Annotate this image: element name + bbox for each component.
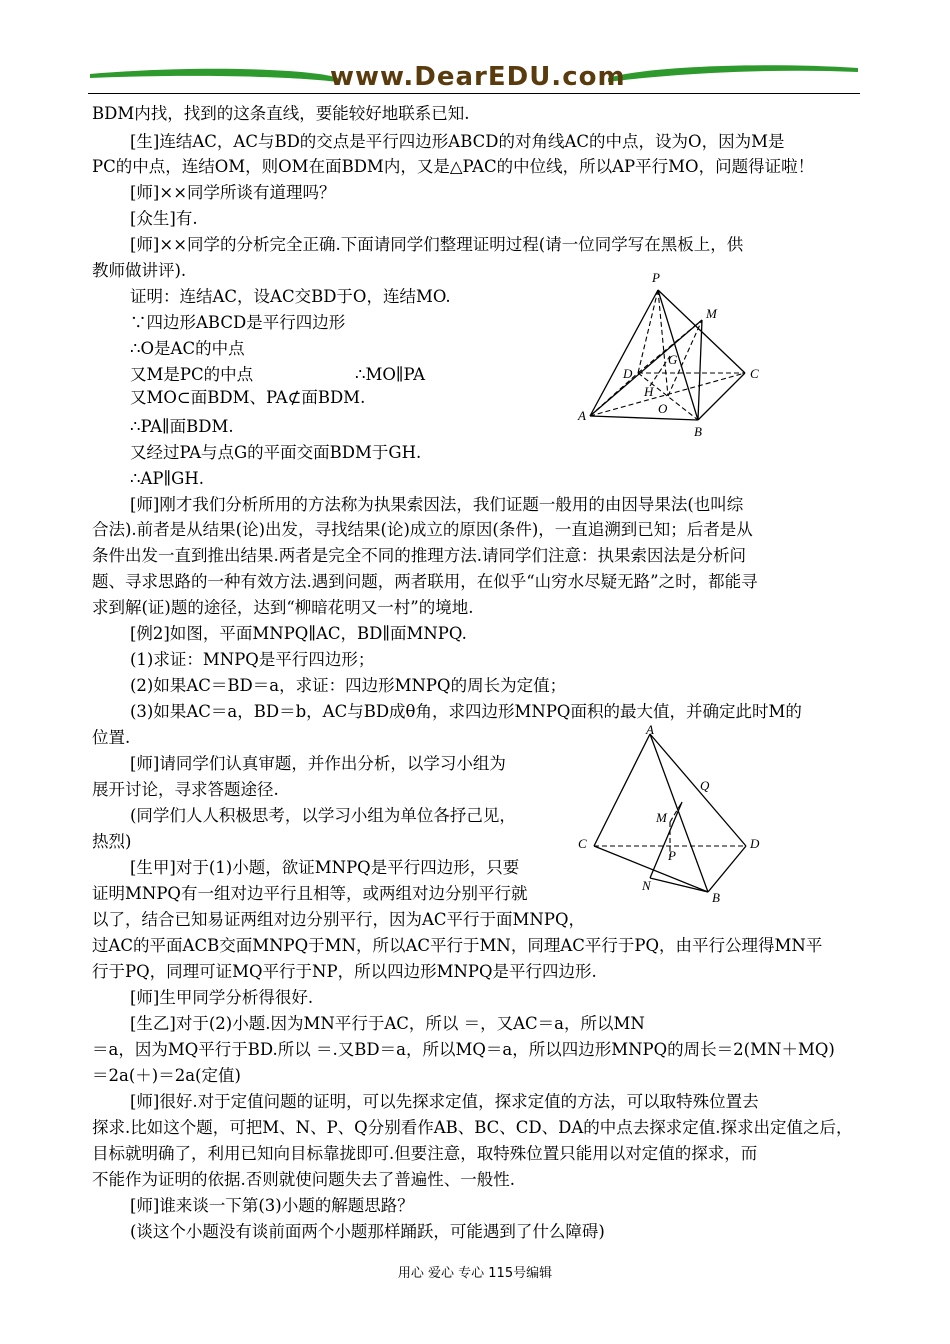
label-D: D (750, 836, 760, 851)
text-line: ＝2a(＋)＝2a(定值) (92, 1066, 241, 1085)
text-line: [师]请同学们认真审题，并作出分析，以学习小组为 (130, 754, 506, 773)
text-line: ∴O是AC的中点 (130, 339, 245, 358)
site-brand: www.DearEDU.com (330, 62, 626, 92)
text-line: 目标就明确了，利用已知向目标靠拢即可.但要注意，取特殊位置只能用以对定值的探求，而 (92, 1144, 758, 1163)
text-line: [师]刚才我们分析所用的方法称为执果索因法，我们证题一般用的由因导果法(也叫综 (130, 495, 744, 514)
text-line: 求到解(证)题的途径，达到“柳暗花明又一村”的境地. (92, 598, 474, 617)
label-A: A (578, 408, 586, 423)
text-line: (同学们人人积极思考，以学习小组为单位各抒己见， (130, 806, 516, 825)
text-line: [生甲]对于(1)小题，欲证MNPQ是平行四边形，只要 (130, 858, 520, 877)
label-A: A (646, 722, 654, 737)
text-line: 条件出发一直到推出结果.两者是完全不同的推理方法.请同学们注意：执果索因法是分析问 (92, 546, 746, 565)
text-line: (谈这个小题没有谈前面两个小题那样踊跃，可能遇到了什么障碍) (130, 1222, 605, 1241)
text-line: 不能作为证明的依据.否则就使问题失去了普遍性、一般性. (92, 1170, 515, 1189)
text-line: 证明MNPQ有一组对边平行且相等，或两组对边分别平行就 (92, 884, 528, 903)
text-line: [例2]如图，平面MNPQ∥AC，BD∥面MNPQ. (130, 624, 467, 643)
text-line: [师]××同学所谈有道理吗？ (130, 183, 336, 202)
text-line: 探求.比如这个题，可把M、N、P、Q分别看作AB、BC、CD、DA的中点去探求定值.探求出定值之后， (92, 1118, 853, 1137)
label-C: C (750, 366, 759, 381)
text-line: ＝a，因为MQ平行于BD.所以 ＝.又BD＝a，所以MQ＝a，所以四边形MNPQ的周长＝2(MN＋MQ) (92, 1040, 835, 1059)
text-line: 合法).前者是从结果(论)出发，寻找结果(论)成立的原因(条件)，一直追溯到已知；后者是从 (92, 520, 753, 539)
pyramid-figure (570, 268, 770, 443)
text-line: 又M是PC的中点 (130, 365, 254, 384)
text-line: 题、寻求思路的一种有效方法.遇到问题，两者联用，在似乎“山穷水尽疑无路”之时，都能寻 (92, 572, 758, 591)
text-line: 行于PQ，同理可证MQ平行于NP，所以四边形MNPQ是平行四边形. (92, 962, 597, 981)
text-line: (3)如果AC＝a，BD＝b，AC与BD成θ角，求四边形MNPQ面积的最大值，并确定此时M的 (130, 702, 802, 721)
text-line: BDM内找，找到的这条直线，要能较好地联系已知. (92, 104, 470, 123)
text-line: [生]连结AC，AC与BD的交点是平行四边形ABCD的对角线AC的中点，设为O，因为M是 (130, 132, 785, 151)
label-Q: Q (700, 778, 710, 793)
text-line: 展开讨论，寻求答题途径. (92, 780, 279, 799)
text-line: 过AC的平面ACB交面MNPQ于MN，所以AC平行于MN，同理AC平行于PQ，由平行公理得MN平 (92, 936, 823, 955)
text-line: PC的中点，连结OM，则OM在面BDM内，又是△PAC的中位线，所以AP平行MO，问题得证啦！ (92, 157, 815, 176)
text-line: ∴PA∥面BDM. (130, 417, 234, 436)
label-O: O (658, 401, 668, 416)
text-line: [师]生甲同学分析得很好. (130, 988, 314, 1007)
label-P: P (652, 270, 660, 285)
text-line: 以了，结合已知易证两组对边分别平行，因为AC平行于面MNPQ， (92, 910, 586, 929)
text-line: (1)求证：MNPQ是平行四边形； (130, 650, 375, 669)
label-H: H (644, 384, 654, 399)
text-line: ∴MO∥PA (355, 365, 426, 384)
text-line: [师]××同学的分析完全正确.下面请同学们整理证明过程(请一位同学写在黑板上，供 (130, 235, 744, 254)
text-line: [师]谁来谈一下第(3)小题的解题思路？ (130, 1196, 414, 1215)
label-B: B (712, 890, 720, 905)
label-G: G (668, 352, 678, 367)
text-line: 教师做讲评). (92, 261, 187, 280)
text-line: ∴AP∥GH. (130, 469, 204, 488)
label-M: M (656, 810, 667, 825)
label-M: M (706, 306, 717, 321)
text-line: [生乙]对于(2)小题.因为MN平行于AC，所以 ＝，又AC＝a，所以MN (130, 1014, 645, 1033)
text-line: ∵四边形ABCD是平行四边形 (130, 313, 346, 332)
header-rule (88, 93, 860, 94)
text-line: 又经过PA与点G的平面交面BDM于GH. (130, 443, 422, 462)
tetrahedron-figure (570, 722, 780, 912)
label-D: D (623, 366, 633, 381)
text-line: 证明：连结AC，设AC交BD于O，连结MO. (130, 287, 451, 306)
label-P: P (668, 848, 676, 863)
text-line: (2)如果AC＝BD＝a，求证：四边形MNPQ的周长为定值； (130, 676, 567, 695)
text-line: 又MO⊂面BDM、PA⊄面BDM. (130, 388, 366, 407)
label-C: C (578, 836, 587, 851)
text-line: 位置. (92, 728, 131, 747)
text-line: [师]很好.对于定值问题的证明，可以先探求定值，探求定值的方法，可以取特殊位置去 (130, 1092, 759, 1111)
label-N: N (642, 878, 651, 893)
text-line: [众生]有. (130, 209, 198, 228)
text-line: 热烈) (92, 832, 132, 851)
page-footer: 用心 爱心 专心 115号编辑 (397, 1266, 553, 1281)
label-B: B (694, 424, 702, 439)
